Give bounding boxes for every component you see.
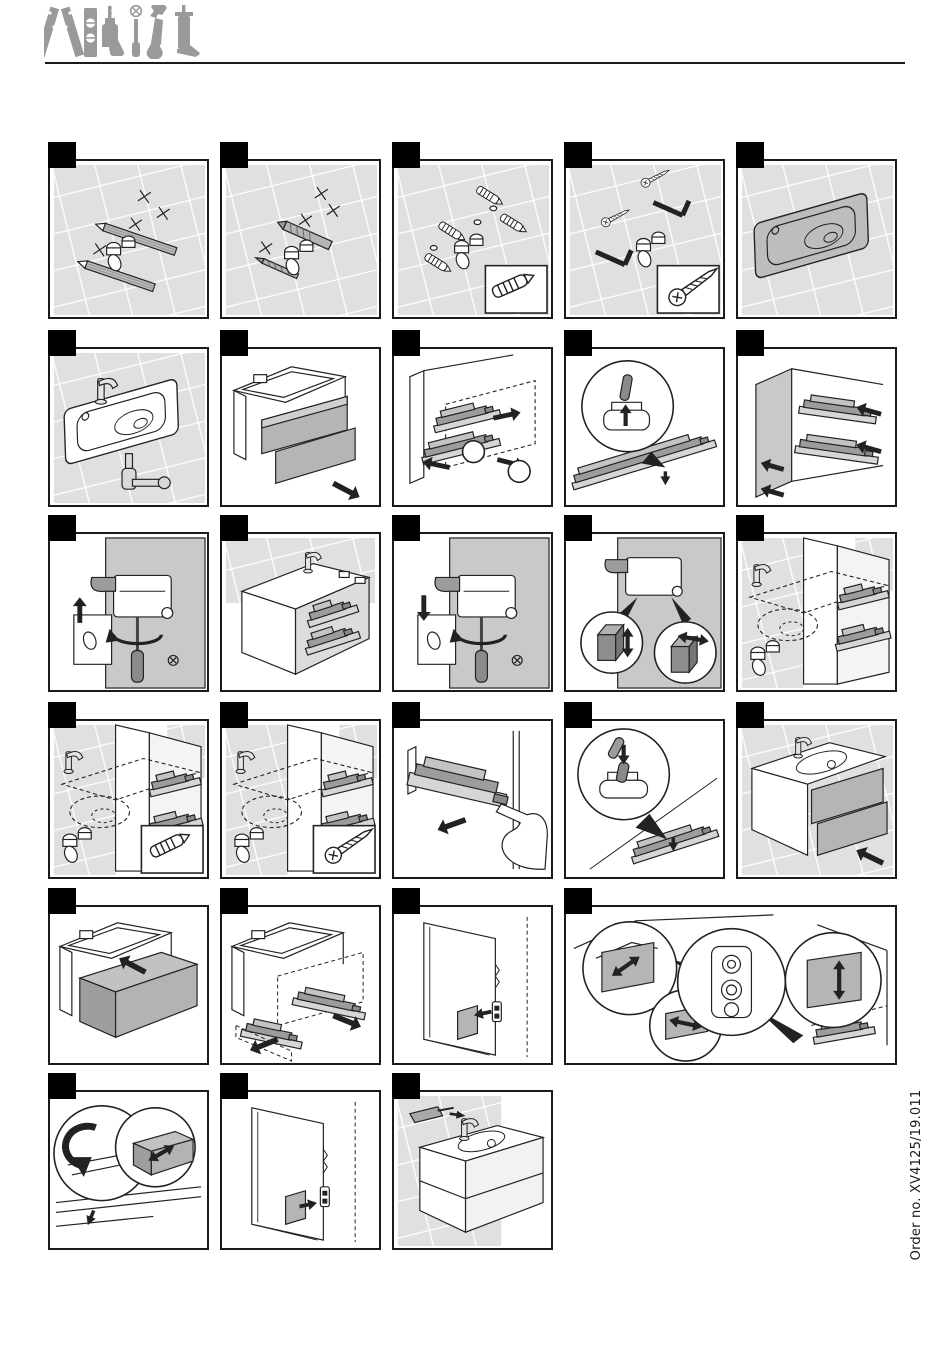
step-number-box	[392, 330, 420, 356]
step-panel-3	[392, 142, 553, 319]
bracket-adjustment-blocks-magnified-illustration	[566, 534, 723, 690]
finished-vanity-seal-with-silicone-illustration	[394, 1092, 551, 1248]
step-number-box	[564, 515, 592, 541]
step-frame	[220, 905, 381, 1065]
fit-rear-cover-clip-illustration	[394, 907, 551, 1063]
step-number-box	[736, 142, 764, 168]
caulking-gun-icon	[175, 5, 200, 57]
step-number-box	[392, 888, 420, 914]
tools-logo	[44, 5, 224, 59]
step-number-box	[48, 515, 76, 541]
step-number-box	[736, 702, 764, 728]
spirit-level-icon	[84, 8, 97, 57]
step-frame	[392, 532, 553, 692]
step-number-box	[564, 142, 592, 168]
extend-drawer-rails-illustration	[394, 349, 551, 505]
raise-wall-bracket-with-screwdriver-illustration	[50, 534, 207, 690]
step-frame	[220, 159, 381, 319]
step-number-box	[736, 515, 764, 541]
step-frame	[220, 1090, 381, 1250]
pull-out-rail-by-hand-illustration	[394, 721, 551, 877]
step-number-box	[736, 330, 764, 356]
fit-rear-cover-clip-back-panel-illustration	[222, 1092, 379, 1248]
drill-icon	[102, 5, 124, 56]
step-panel-22	[220, 888, 381, 1065]
fix-cabinet-interior-illustration	[222, 721, 379, 877]
order-number: Order no. XV4125/19.011	[909, 1089, 924, 1261]
step-number-box	[392, 702, 420, 728]
step-panel-18	[392, 702, 553, 879]
step-frame	[392, 347, 553, 507]
step-frame	[220, 347, 381, 507]
step-panel-6	[48, 330, 209, 507]
step-frame	[220, 719, 381, 879]
washbasin-with-tap-and-trap-illustration	[50, 349, 207, 505]
step-frame	[564, 532, 725, 692]
step-panel-26	[220, 1073, 381, 1250]
step-number-box	[220, 888, 248, 914]
cabinet-with-rails-under-washbasin-illustration	[222, 534, 379, 690]
step-panel-15	[736, 515, 897, 692]
step-panel-24	[564, 888, 897, 1065]
step-frame	[392, 1090, 553, 1250]
step-frame	[736, 532, 897, 692]
step-frame	[220, 532, 381, 692]
step-frame	[392, 159, 553, 319]
extend-rails-under-cabinet-illustration	[222, 907, 379, 1063]
step-number-box	[392, 142, 420, 168]
step-panel-4	[564, 142, 725, 319]
step-number-box	[48, 142, 76, 168]
step-panel-7	[220, 330, 381, 507]
step-number-box	[48, 702, 76, 728]
step-frame	[736, 719, 897, 879]
insert-wall-plugs-illustration	[394, 161, 551, 317]
drawer-clip-release-magnified-illustration	[50, 1092, 207, 1248]
step-panel-5	[736, 142, 897, 319]
step-panel-16	[48, 702, 209, 879]
step-number-box	[392, 515, 420, 541]
washbasin-on-tiled-wall-illustration	[738, 161, 895, 317]
step-number-box	[564, 702, 592, 728]
step-panel-23	[392, 888, 553, 1065]
step-frame	[48, 347, 209, 507]
step-panel-13	[392, 515, 553, 692]
drill-holes-in-tiled-wall-illustration	[222, 161, 379, 317]
step-frame	[564, 347, 725, 507]
step-panel-17	[220, 702, 381, 879]
step-panel-14	[564, 515, 725, 692]
step-panel-20	[736, 702, 897, 879]
step-panel-8	[392, 330, 553, 507]
step-panel-9	[564, 330, 725, 507]
mark-drill-positions-on-tiled-wall-illustration	[50, 161, 207, 317]
insert-drawer-box-illustration	[50, 907, 207, 1063]
step-number-box	[48, 1073, 76, 1099]
refit-drawer-fronts-illustration	[738, 721, 895, 877]
step-frame	[48, 159, 209, 319]
remove-drawer-fronts-from-cabinet-illustration	[222, 349, 379, 505]
step-panel-2	[220, 142, 381, 319]
step-frame	[564, 905, 897, 1065]
press-clip-onto-rail-magnified-illustration	[566, 721, 723, 877]
step-number-box	[48, 330, 76, 356]
release-rail-clip-magnified-illustration	[566, 349, 723, 505]
step-frame	[48, 905, 209, 1065]
step-number-box	[220, 1073, 248, 1099]
step-panel-19	[564, 702, 725, 879]
step-frame	[736, 347, 897, 507]
screw-in-hanger-bolts-illustration	[566, 161, 723, 317]
step-number-box	[392, 1073, 420, 1099]
header-divider	[45, 62, 905, 64]
step-panel-21	[48, 888, 209, 1065]
cabinet-interior-dashed-washbasin-illustration	[738, 534, 895, 690]
step-panel-11	[48, 515, 209, 692]
step-panel-25	[48, 1073, 209, 1250]
step-number-box	[564, 330, 592, 356]
step-frame	[736, 159, 897, 319]
step-panel-1	[48, 142, 209, 319]
fix-cabinet-interior-illustration	[50, 721, 207, 877]
step-number-box	[220, 330, 248, 356]
step-frame	[564, 159, 725, 319]
remove-rails-from-cabinet-side-illustration	[738, 349, 895, 505]
drawer-front-adjustment-magnified-illustration	[566, 907, 895, 1063]
step-frame	[392, 905, 553, 1065]
step-number-box	[220, 702, 248, 728]
step-number-box	[48, 888, 76, 914]
step-number-box	[220, 515, 248, 541]
step-frame	[48, 719, 209, 879]
wrench-icon	[147, 5, 167, 59]
step-panel-27	[392, 1073, 553, 1250]
step-panel-10	[736, 330, 897, 507]
step-frame	[48, 1090, 209, 1250]
step-frame	[48, 532, 209, 692]
screwdriver-icon	[131, 6, 142, 57]
step-frame	[564, 719, 725, 879]
step-number-box	[220, 142, 248, 168]
lower-wall-bracket-with-screwdriver-illustration	[394, 534, 551, 690]
step-frame	[392, 719, 553, 879]
step-panel-12	[220, 515, 381, 692]
folding-ruler-icon	[44, 5, 84, 57]
step-number-box	[564, 888, 592, 914]
tools-logo-graphic	[44, 5, 224, 59]
